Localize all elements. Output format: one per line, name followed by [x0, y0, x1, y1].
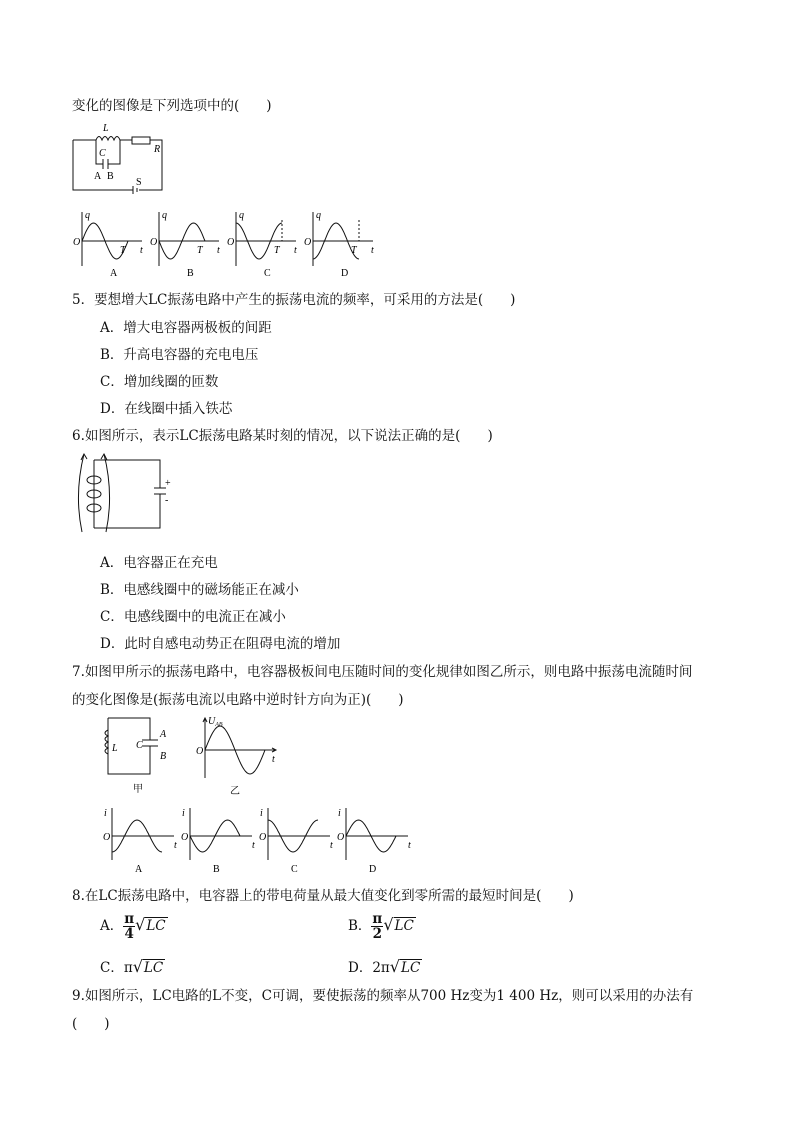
q4-option-graphs	[72, 208, 392, 280]
q8-stem: 8.在LC振荡电路中，电容器上的带电荷量从最大值变化到零所需的最短时间是( )	[72, 888, 574, 904]
q5-option-d: D．在线圈中插入铁芯	[100, 401, 233, 417]
q7-figures	[100, 712, 280, 798]
q6-field-line-right	[104, 454, 110, 532]
q4-inductor-coil	[96, 137, 120, 141]
q8-option-a: A． $\frac{\pi}{4}$ √LC	[100, 911, 166, 943]
q7-graph-i-label: i	[182, 808, 185, 819]
q4-intro-text: 变化的图像是下列选项中的( )	[72, 98, 272, 114]
q4-graph-t: t	[294, 245, 297, 256]
q7-fig-yi: 乙	[230, 786, 240, 797]
q7-uab-t: t	[272, 754, 275, 765]
q4-label-S: S	[136, 177, 142, 188]
q7-graph-letter: D	[369, 864, 377, 875]
q6-circuit-diagram	[70, 450, 180, 534]
q7-graph-b	[181, 808, 255, 875]
q7-graph-origin: O	[337, 832, 345, 843]
q6-option-b: B．电感线圈中的磁场能正在减小	[100, 582, 299, 598]
q8-option-d-radicand: LC	[401, 960, 421, 976]
q8-option-a-letter: A．	[100, 918, 124, 935]
q7-graph-origin: O	[259, 832, 267, 843]
q4-label-L: L	[103, 123, 109, 134]
q8-option-a-num: π	[124, 911, 135, 927]
q4-graph-T: T	[351, 245, 357, 256]
q7-graph-origin: O	[181, 832, 189, 843]
q8-option-b-fraction	[371, 912, 383, 941]
q4-graph-letter: B	[187, 268, 194, 279]
q4-graph-origin: O	[73, 237, 81, 248]
q4-resistor	[132, 137, 150, 144]
q8-option-c: C．π√LC	[100, 957, 164, 976]
q7-uab-origin: O	[196, 746, 204, 757]
q4-graph-c	[227, 210, 297, 279]
q7-uab-u: U	[208, 716, 216, 727]
q4-graph-b	[150, 210, 220, 279]
q7-graph-letter: C	[291, 864, 298, 875]
q7-graph-letter: B	[213, 864, 220, 875]
q7-label-C: C	[136, 740, 143, 751]
q7-graph-t: t	[408, 840, 411, 851]
q7-graph-t: t	[330, 840, 333, 851]
q8-option-a-den: 4	[124, 926, 134, 943]
q4-graph-d	[304, 210, 374, 279]
q6-stem: 6.如图所示，表示LC振荡电路某时刻的情况，以下说法正确的是( )	[72, 428, 493, 444]
q8-option-d: D．2π√LC	[348, 957, 421, 976]
q6-field-line-left	[78, 454, 84, 532]
q4-graph-q-label: q	[85, 210, 90, 221]
q5-stem: 5．要想增大LC振荡电路中产生的振荡电流的频率，可采用的方法是( )	[72, 292, 516, 308]
q4-label-A: A	[94, 171, 102, 182]
q8-option-c-radicand: LC	[143, 960, 164, 976]
q7-uab-sub: AB	[215, 722, 223, 728]
q4-graph-q-label: q	[162, 210, 167, 221]
q8-option-d-letter: D．	[348, 960, 373, 976]
q7-graph-a	[103, 808, 177, 875]
q4-graph-q-label: q	[239, 210, 244, 221]
q7-graph-t: t	[252, 840, 255, 851]
q4-graph-T: T	[274, 245, 280, 256]
q4-graph-origin: O	[150, 237, 158, 248]
q7-label-B: B	[160, 751, 167, 762]
q8-option-b-num: π	[372, 911, 383, 927]
q4-graph-q-label: q	[316, 210, 321, 221]
q8-option-b-letter: B．	[348, 918, 372, 935]
q6-option-d: D．此时自感电动势正在阻碍电流的增加	[100, 636, 341, 652]
q6-wire-top	[94, 460, 160, 488]
q7-stem-line1: 7.如图甲所示的振荡电路中，电容器极板间电压随时间的变化规律如图乙所示，则电路中振荡电流随时间	[72, 664, 693, 680]
q4-circuit-diagram	[70, 122, 170, 194]
q6-option-a: A．电容器正在充电	[100, 555, 218, 571]
q4-graph-origin: O	[227, 237, 235, 248]
q6-cap-plus: +	[165, 478, 171, 489]
q4-graph-a	[73, 210, 143, 279]
q6-cap-minus: -	[165, 495, 169, 506]
q5-option-c: C．增加线圈的匝数	[100, 374, 219, 390]
q4-label-B: B	[107, 171, 114, 182]
q7-graph-c	[259, 808, 333, 875]
q8-option-a-fraction	[123, 912, 135, 941]
q7-uab-label	[208, 716, 223, 728]
q4-graph-letter: D	[341, 268, 349, 279]
q4-label-R: R	[154, 144, 161, 155]
q5-option-b: B．升高电容器的充电电压	[100, 347, 259, 363]
q7-graph-i-label: i	[260, 808, 263, 819]
q8-option-c-letter: C．	[100, 960, 124, 976]
q4-graph-origin: O	[304, 237, 312, 248]
q4-graph-letter: C	[264, 268, 271, 279]
q8-option-b-radicand: LC	[394, 918, 414, 935]
q4-graph-T: T	[197, 245, 203, 256]
q7-graph-letter: A	[135, 864, 143, 875]
q7-fig-jia: 甲	[133, 784, 143, 795]
q6-wire-bottom	[94, 500, 160, 528]
q9-stem-line1: 9.如图所示，LC电路的L不变，C可调，要使振荡的频率从700 Hz变为1 400 Hz，则可以采用的办法有	[72, 988, 694, 1004]
q4-graph-letter: A	[110, 268, 118, 279]
q7-graph-i-label: i	[338, 808, 341, 819]
q4-label-C: C	[99, 148, 106, 159]
q8-option-a-radicand: LC	[146, 918, 166, 935]
q7-wire-top	[108, 718, 150, 740]
q7-graph-d	[337, 808, 411, 875]
q9-stem-line2: ( )	[72, 1016, 110, 1032]
q4-graph-T: T	[120, 245, 126, 256]
q8-option-c-coef: π	[123, 960, 133, 976]
q5-option-a: A．增大电容器两极板的间距	[100, 320, 272, 336]
q6-option-c: C．电感线圈中的电流正在减小	[100, 609, 286, 625]
q7-label-L: L	[112, 743, 118, 754]
q4-graph-t: t	[371, 245, 374, 256]
q7-graph-i-label: i	[104, 808, 107, 819]
q7-option-graphs	[100, 802, 410, 876]
q8-option-b-den: 2	[372, 926, 383, 943]
q8-option-b: B． $\frac{\pi}{2}$ √LC	[348, 911, 414, 943]
q4-graph-t: t	[217, 245, 220, 256]
q7-label-A: A	[160, 729, 167, 740]
q7-graph-t: t	[174, 840, 177, 851]
q7-graph-origin: O	[103, 832, 111, 843]
q7-stem-line2: 的变化图像是(振荡电流以电路中逆时针方向为正)( )	[72, 692, 404, 708]
q4-graph-t: t	[140, 245, 143, 256]
q8-option-d-coef: 2π	[372, 960, 390, 976]
